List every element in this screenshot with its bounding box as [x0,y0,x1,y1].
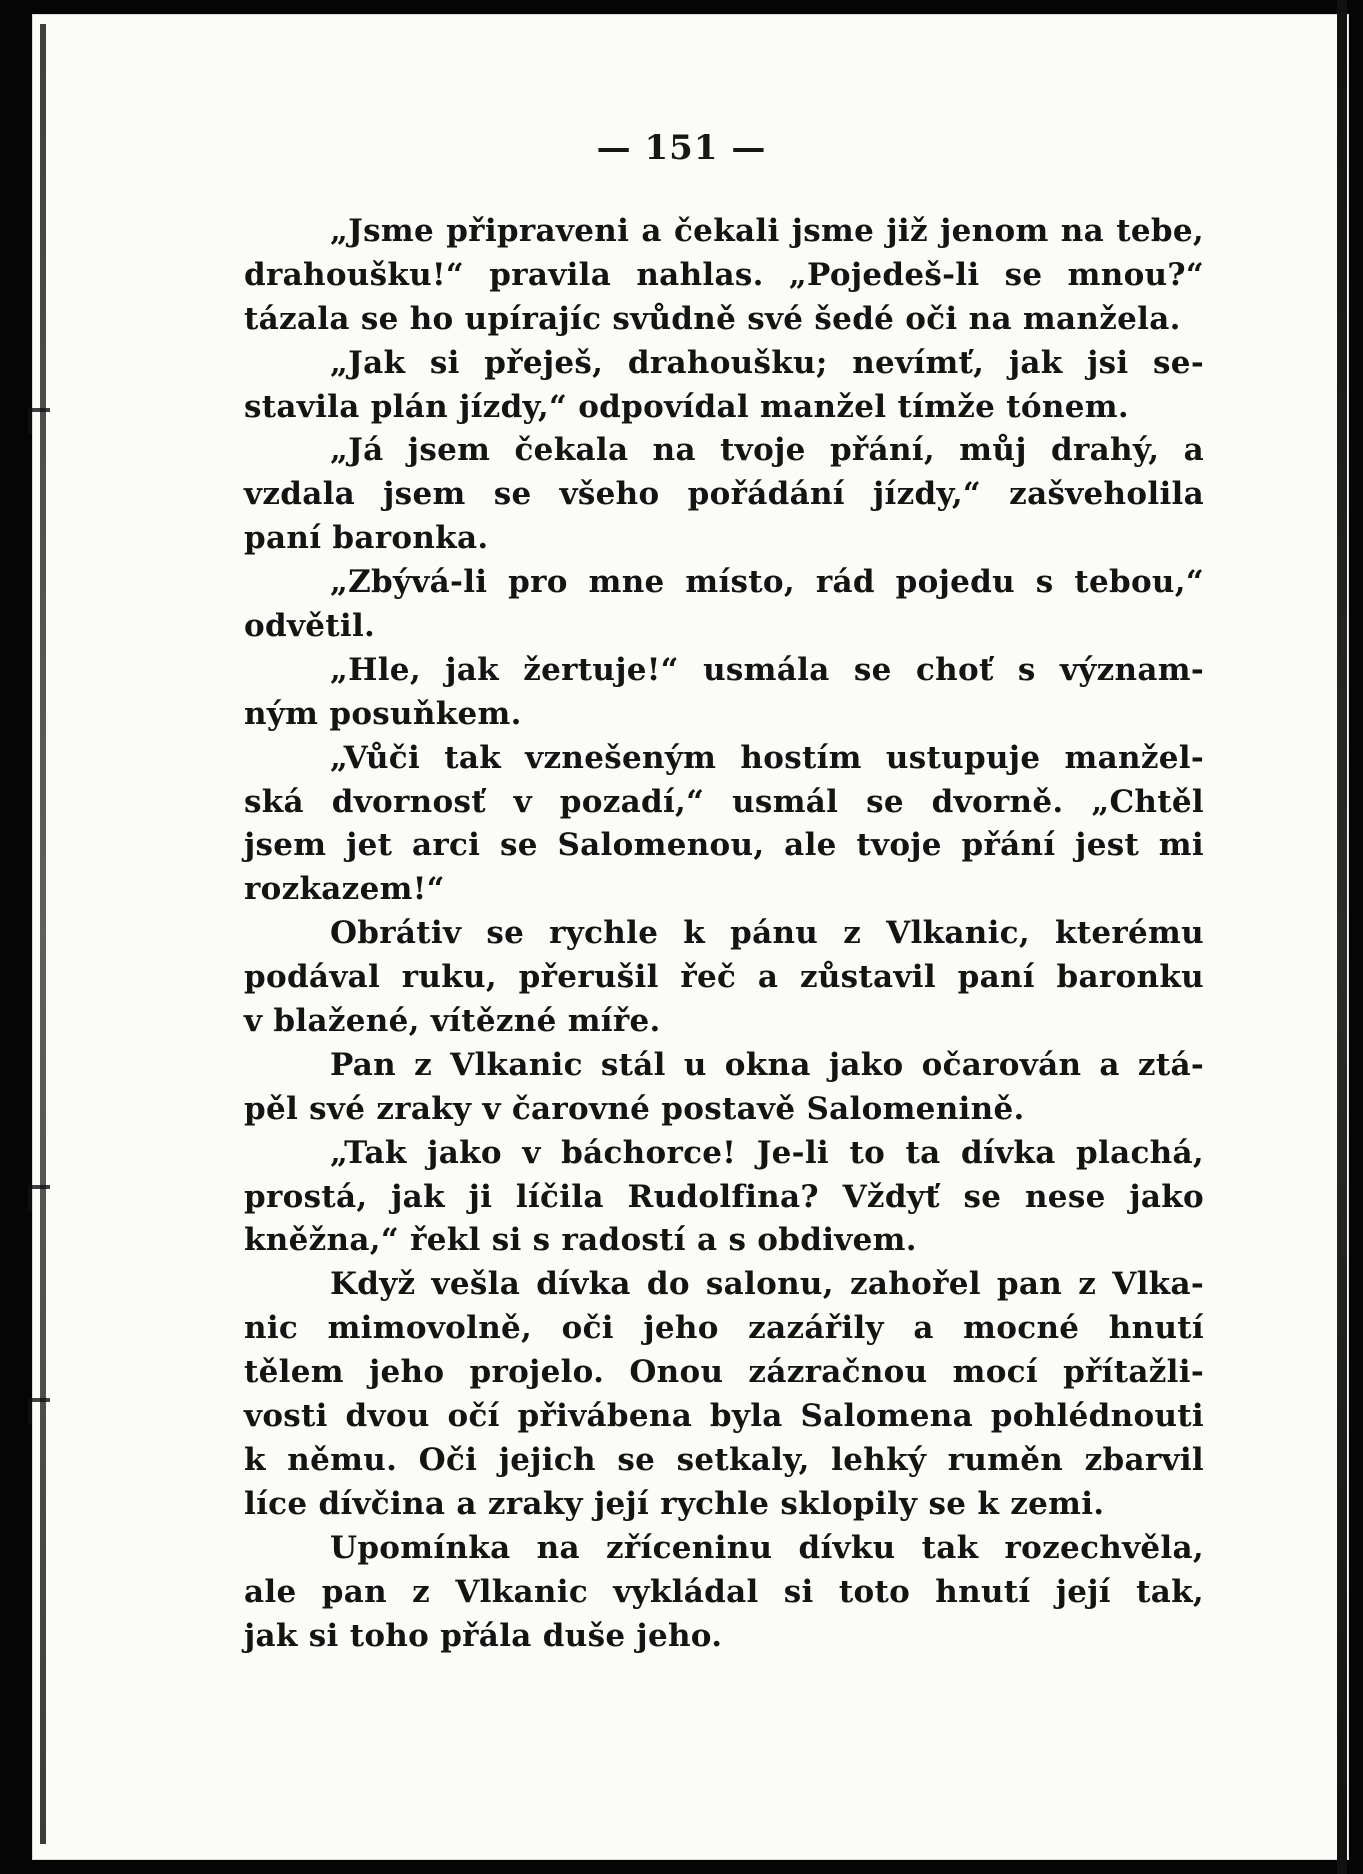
text-line: jak si toho přála duše jeho. [244,1617,723,1654]
right-scan-border [1337,0,1347,1874]
text-line: v blažené, vítězné míře. [244,1003,661,1040]
text-line: rozkazem!“ [244,871,445,908]
text-line: „Zbývá-li pro mne místo, rád pojedu s tebou,“ [330,564,1204,601]
text-line: „Já jsem čekala na tvoje přání, můj drahý, a [330,432,1204,469]
text-line: tělem jeho projelo. Onou zázračnou mocí přítažli- [244,1354,1204,1391]
text-line: jsem jet arci se Salomenou, ale tvoje přání jest mi [244,827,1204,864]
text-line: „Jak si přeješ, drahoušku; nevímť, jak jsi se- [330,344,1204,381]
text-line: „Tak jako v báchorce! Je-li to ta dívka plachá, [330,1134,1204,1171]
text-line: nic mimovolně, oči jeho zazářily a mocné hnutí [244,1310,1204,1347]
page-text [244,210,1204,1658]
text-line: ale pan z Vlkanic vykládal si toto hnutí její tak, [244,1573,1204,1610]
text-line: stavila plán jízdy,“ odpovídal manžel tímže tónem. [244,388,1129,425]
text-line: líce dívčina a zraky její rychle sklopily se k zemi. [244,1485,1105,1522]
text-line: Když vešla dívka do salonu, zahořel pan z Vlka- [330,1266,1204,1303]
text-line: prostá, jak ji líčila Rudolfina? Vždyť se nese jako [244,1178,1204,1215]
text-line: vosti dvou očí přivábena byla Salomena pohlédnouti [244,1398,1204,1435]
text-line: Pan z Vlkanic stál u okna jako očarován a ztá- [330,1046,1204,1083]
text-line: Upomínka na zříceninu dívku tak rozechvěla, [330,1529,1204,1566]
binding-mark [28,1398,50,1424]
binding-mark [28,408,50,434]
text-line: k němu. Oči jejich se setkaly, lehký ruměn zbarvil [244,1441,1204,1478]
text-line: ská dvornosť v pozadí,“ usmál se dvorně. „Chtěl [244,783,1204,820]
text-line: podával ruku, přerušil řeč a zůstavil paní baronku [244,959,1204,996]
text-line: „Jsme připraveni a čekali jsme již jenom na tebe, [330,213,1204,249]
text-line: paní baronka. [244,520,489,557]
page-binding-shadow [40,24,46,1844]
text-line: vzdala jsem se všeho pořádání jízdy,“ zašveholila [244,476,1204,513]
text-line: pěl své zraky v čarovné postavě Salomenině. [244,1090,1025,1127]
text-line: Obrátiv se rychle k pánu z Vlkanic, kterému [330,915,1204,952]
text-line: drahoušku!“ pravila nahlas. „Pojedeš-li se mnou?“ [244,256,1204,293]
text-line: kněžna,“ řekl si s radostí a s obdivem. [244,1222,917,1259]
text-line: „Hle, jak žertuje!“ usmála se choť s význam- [330,651,1204,688]
text-line: „Vůči tak vznešeným hostím ustupuje manžel- [330,739,1204,776]
text-line: tázala se ho upírajíc svůdně své šedé oči na manžela. [244,300,1181,337]
text-line: odvětil. [244,608,376,645]
page-number: — 151 — [596,128,767,168]
text-line: ným posuňkem. [244,695,522,732]
binding-mark [28,1185,50,1211]
